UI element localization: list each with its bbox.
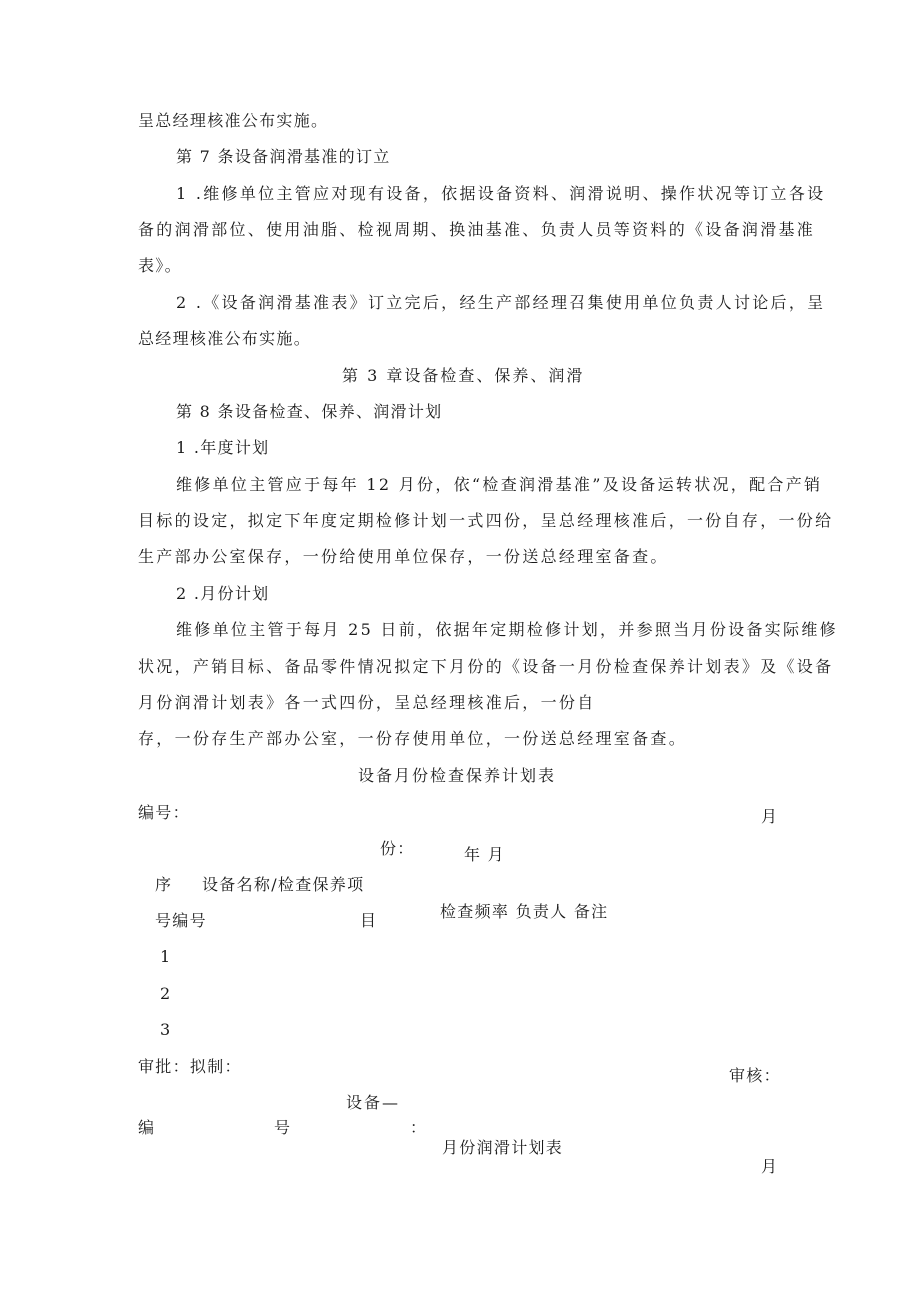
form2-month-label: 月 [761, 1157, 779, 1176]
monthly-plan-label: 2 .月份计划 [176, 584, 270, 603]
text-line: 维修单位主管于每月 25 日前，依据年定期检修计划，并参照当月份设备实际维修 [176, 620, 838, 639]
form1-title: 设备月份检查保养计划表 [358, 766, 557, 785]
text-line: 生产部办公室保存，一份给使用单位保存，一份送总经理室备查。 [138, 547, 669, 566]
text-line: 目标的设定，拟定下年度定期检修计划一式四份，呈总经理核准后，一份自存，一份给 [138, 511, 834, 530]
form2-number-label-a: 编 [138, 1118, 156, 1137]
text-line: 月份润滑计划表》各一式四份，呈总经理核准后，一份自 [138, 693, 596, 712]
text-line: 总经理核准公布实施。 [138, 329, 312, 348]
approve-draft-label: 审批：拟制： [138, 1057, 242, 1076]
table-row-number: 3 [160, 1020, 172, 1039]
form2-number-label-b: 号 [274, 1118, 292, 1137]
form1-month-label: 月 [761, 807, 779, 826]
chapter-3-title: 第 3 章设备检查、保养、润滑 [342, 366, 585, 385]
form2-title-part2: 月份润滑计划表 [442, 1138, 564, 1157]
text-line: 2 .《设备润滑基准表》订立完后，经生产部经理召集使用单位负责人讨论后，呈 [176, 293, 826, 312]
text-line: 表》。 [138, 256, 182, 275]
annual-plan-label: 1 .年度计划 [176, 438, 270, 457]
form1-fen-label: 份： [380, 839, 415, 858]
review-label: 审核： [729, 1066, 781, 1085]
col-freq-owner-note: 检查频率 负责人 备注 [440, 902, 609, 921]
col-seq-top: 序 [155, 875, 173, 894]
table-row-number: 2 [160, 984, 172, 1003]
text-line: 备的润滑部位、使用油脂、检视周期、换油基准、负责人员等资料的《设备润滑基准 [138, 220, 816, 239]
col-name-top: 设备名称/检查保养项 [202, 875, 365, 894]
form2-colon: ： [410, 1118, 428, 1137]
text-line: 存，一份存生产部办公室，一份存使用单位，一份送总经理室备查。 [138, 729, 688, 748]
text-line: 状况，产销目标、备品零件情况拟定下月份的《设备一月份检查保养计划表》及《设备 [138, 657, 834, 676]
col-name-bottom: 目 [360, 911, 378, 930]
article-8-title: 第 8 条设备检查、保养、润滑计划 [176, 402, 443, 421]
col-seq-bottom: 号编号 [155, 911, 207, 930]
form1-year-month: 年 月 [464, 845, 505, 864]
article-7-title: 第 7 条设备润滑基准的订立 [176, 147, 391, 166]
form1-number-label: 编号： [138, 803, 190, 822]
table-row-number: 1 [160, 947, 172, 966]
text-line: 呈总经理核准公布实施。 [138, 111, 329, 130]
text-line: 维修单位主管应于每年 12 月份，依“检查润滑基准”及设备运转状况，配合产销 [176, 475, 823, 494]
text-line: 1 .维修单位主管应对现有设备，依据设备资料、润滑说明、操作状况等订立各设 [176, 184, 826, 203]
form2-title-part1: 设备— [346, 1093, 401, 1112]
